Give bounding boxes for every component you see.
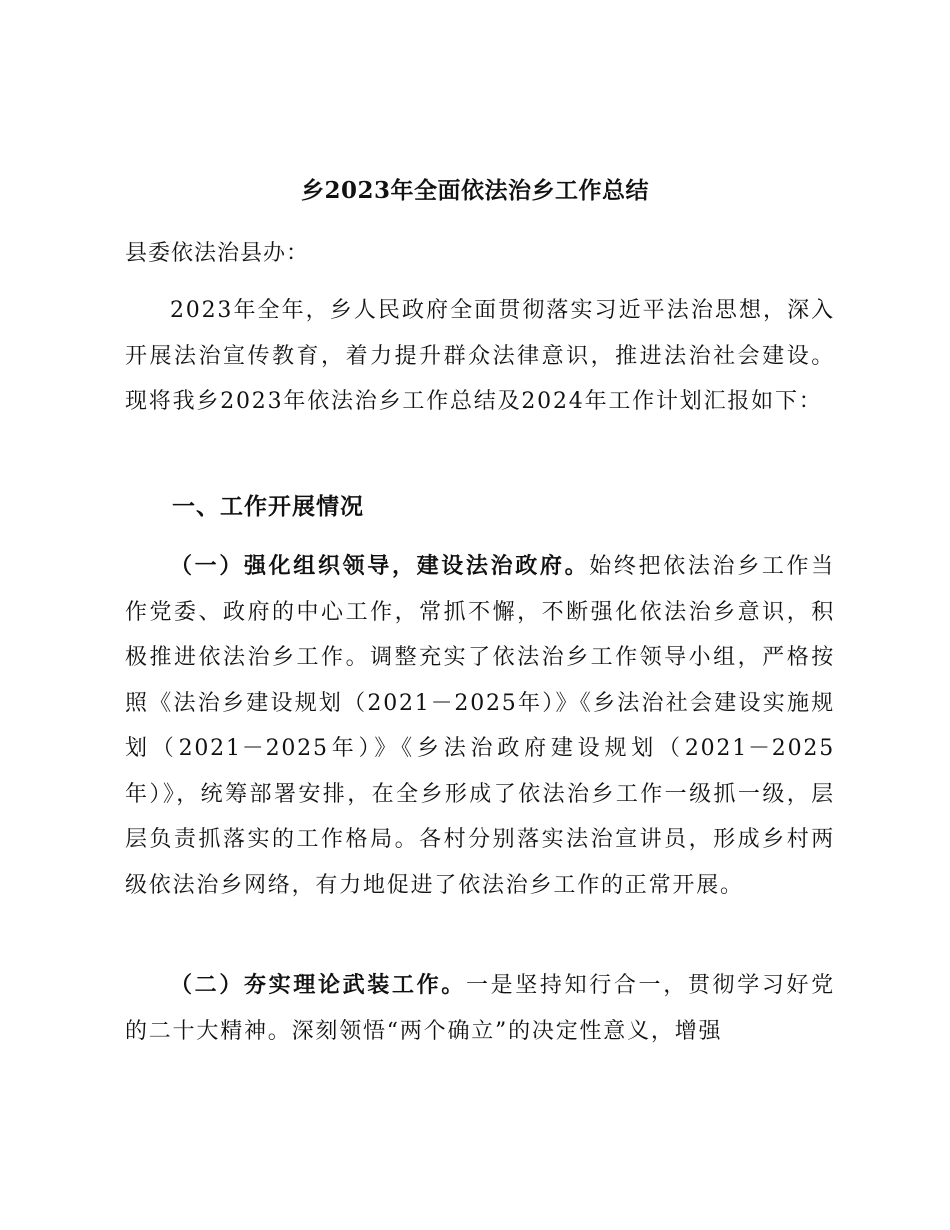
item-2-lead: （二）夯实理论武装工作。 (170, 972, 466, 998)
item-1-paragraph (125, 544, 835, 908)
item-1-body: 始终把依法治乡工作当作党委、政府的中心工作，常抓不懈，不断强化依法治乡意识，积极推进依法治乡工作。调整充实了依法治乡工作领导小组，严格按照《法治乡建设规划（2021－2025年）》《乡法治社会建设实施规划（2021－2025年）》《乡法治政府建设规划（2021－2025年）》，统筹部署安排，在全乡形成了依法治乡工作一级抓一级，层层负责抓落实的工作格局。各村分别落实法治宣讲员，形成乡村两级依法治乡网络，有力地促进了依法治乡工作的正常开展。 (125, 554, 835, 898)
item-2-paragraph (125, 963, 835, 1054)
salutation: 县委依法治县办： (125, 241, 310, 266)
item-1-lead: （一）强化组织领导，建设法治政府。 (170, 553, 590, 579)
intro-paragraph: 2023年全年，乡人民政府全面贯彻落实习近平法治思想，深入开展法治宣传教育，着力提升群众法律意识，推进法治社会建设。现将我乡2023年依法治乡工作总结及2024年工作计划汇报如下： (125, 298, 835, 414)
document-title: 乡2023年全面依法治乡工作总结 (300, 177, 649, 204)
section-heading-1: 一、工作开展情况 (172, 494, 364, 520)
item-2-body: 一是坚持知行合一，贯彻学习好党的二十大精神。深刻领悟“两个确立”的决定性意义，增强 (125, 973, 835, 1044)
